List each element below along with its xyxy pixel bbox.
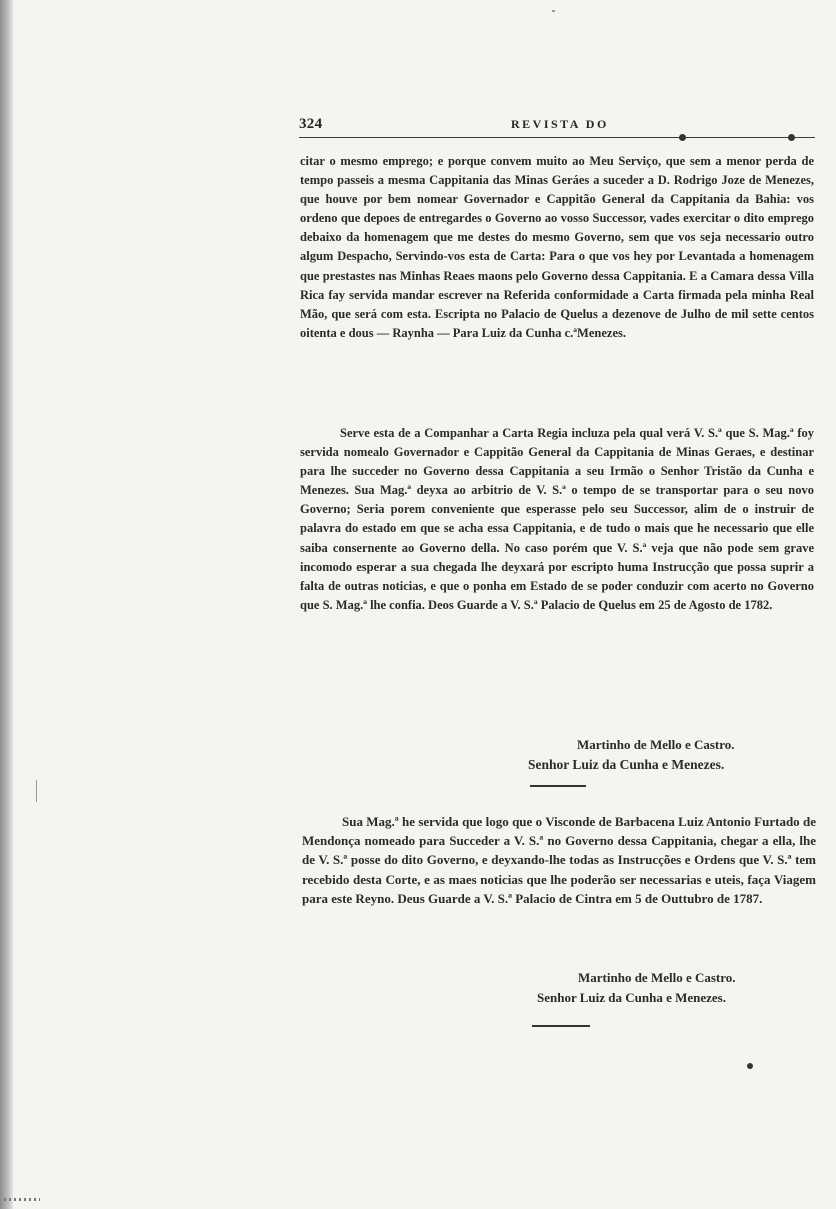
letter-2 [300, 424, 814, 615]
letter-3 [302, 812, 816, 908]
letter-2-signature: Martinho de Mello e Castro. [577, 737, 735, 752]
header-rule-ornament [788, 134, 795, 141]
header-rule [299, 137, 815, 138]
letter-2-addressee: Senhor Luiz da Cunha e Menezes. [528, 757, 725, 772]
scan-speck-top [552, 10, 555, 12]
section-divider [530, 785, 586, 787]
ink-spot [747, 1063, 753, 1069]
letter-3-body: Sua Mag.ª he servida que logo que o Visconde de Barbacena Luiz Antonio Furtado de Mendonça nomeado para Succeder a V. S.ª no Governo dessa Cappitania, chegar a ella, lhe de V. S.ª posse do dito Governo, e deyxando-lhe todas as Instrucções e Ordens que V. S.ª tem recebido desta Corte, e as maes noticias que lhe poderão ser necessarias e uteis, faça Viagem para este Reyno. Deus Guarde a V. S.ª Palacio de Cintra em 5 de Outtubro de 1787. [302, 814, 816, 906]
page-gutter-shadow [0, 0, 13, 1209]
letter-1-body: citar o mesmo emprego; e porque convem muito ao Meu Serviço, que sem a menor perda de tempo passeis a mesma Cappitania das Minas Geráes a suceder a D. Rodrigo Joze de Menezes, que houve por bem nomear Governador e Cappitão General da Cappitania da Bahia: vos ordeno que depoes de entregardes o Governo ao vosso Successor, vades exercitar o dito emprego debaixo da homenagem que me destes do mesmo Governo, sem que vos seja necessario outro algum Despacho, Servindo-vos esta de Carta: Para o que vos hey por Levantada a homenagem que prestastes nas Minhas Reaes maons pelo Governo dessa Cappitania. E a Camara dessa Villa Rica fay servida mandar escrever na Referida conformidade a Carta firmada pela minha Real Mão, que será com esta. Escripta no Palacio de Quelus a dezenove de Julho de mil sette centos oitenta e dous — Raynha — Para Luiz da Cunha c.ªMenezes. [300, 154, 814, 340]
letter-1 [300, 152, 814, 343]
section-divider [532, 1025, 590, 1027]
letter-3-signature: Martinho de Mello e Castro. [578, 970, 736, 985]
page-number: 324 [299, 116, 323, 132]
header-rule-ornament [679, 134, 686, 141]
margin-mark [36, 780, 37, 802]
letter-3-addressee: Senhor Luiz da Cunha e Menezes. [537, 990, 726, 1005]
scan-specks [4, 1198, 40, 1201]
page-header [299, 116, 815, 144]
letter-2-body: Serve esta de a Companhar a Carta Regia incluza pela qual verá V. S.ª que S. Mag.ª foy servida nomealo Governador e Cappitão General da Cappitania de Minas Geraes, e destinar para lhe succeder no Governo dessa Cappitania a seu Irmão o Senhor Tristão da Cunha e Menezes. Sua Mag.ª deyxa ao arbitrio de V. S.ª o tempo de se transportar para o seu novo Governo; Seria porem conveniente que esperasse pelo seu Successor, alim de o instruir de palavra do estado em que se acha essa Cappitania, e de tudo o mais que he necessario que elle saiba consernente ao Governo della. No caso porém que V. S.ª veja que não pode sem grave incomodo esperar a sua chegada lhe deyxará por escripto huma Instrucção que possa suprir a falta de outras noticias, e que o ponha em Estado de se poder conduzir com acerto no Governo que S. Mag.ª lhe confia. Deos Guarde a V. S.ª Palacio de Quelus em 25 de Agosto de 1782. [300, 426, 814, 612]
running-head: REVISTA DO [511, 117, 609, 131]
